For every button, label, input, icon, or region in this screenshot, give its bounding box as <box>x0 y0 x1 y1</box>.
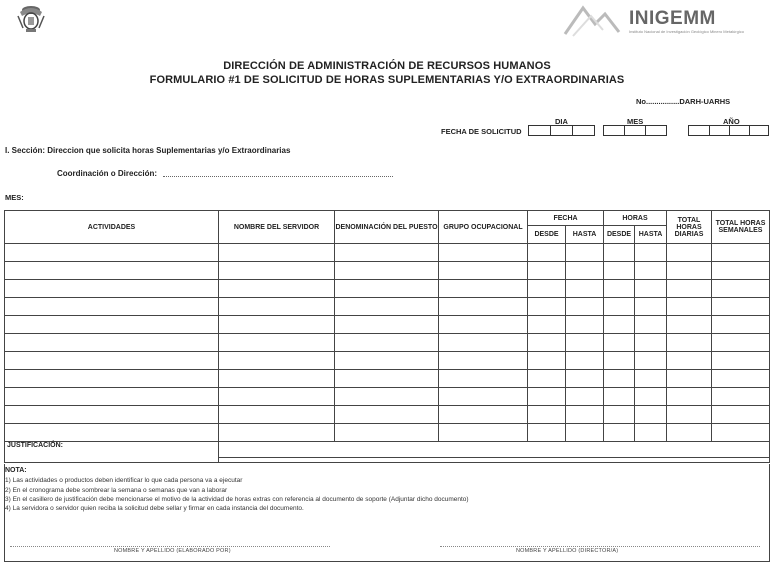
table-cell[interactable] <box>439 406 528 424</box>
table-cell[interactable] <box>604 352 635 370</box>
table-cell[interactable] <box>5 370 219 388</box>
table-cell[interactable] <box>528 406 566 424</box>
table-cell[interactable] <box>335 370 439 388</box>
table-cell[interactable] <box>528 334 566 352</box>
table-cell[interactable] <box>5 424 219 442</box>
table-row <box>5 424 770 442</box>
table-cell[interactable] <box>219 298 335 316</box>
table-cell[interactable] <box>5 280 219 298</box>
table-cell[interactable] <box>604 244 635 262</box>
table-cell[interactable] <box>712 352 770 370</box>
table-cell[interactable] <box>566 262 604 280</box>
table-cell[interactable] <box>219 388 335 406</box>
table-cell[interactable] <box>219 334 335 352</box>
table-cell[interactable] <box>439 244 528 262</box>
signature-line-left <box>10 546 330 547</box>
table-cell[interactable] <box>667 280 712 298</box>
table-row <box>5 406 770 424</box>
table-cell[interactable] <box>635 352 667 370</box>
table-row <box>5 334 770 352</box>
table-cell[interactable] <box>635 280 667 298</box>
table-row <box>5 298 770 316</box>
table-cell[interactable] <box>635 298 667 316</box>
notes-heading: NOTA: <box>5 467 27 474</box>
table-cell[interactable] <box>335 334 439 352</box>
table-cell[interactable] <box>566 352 604 370</box>
table-cell[interactable] <box>604 424 635 442</box>
table-row <box>5 352 770 370</box>
header-total-daily: TOTAL HORAS DIARIAS <box>667 211 712 244</box>
coordination-label: Coordinación o Dirección: <box>57 169 158 178</box>
table-cell[interactable] <box>712 316 770 334</box>
month-field-label: MES: <box>5 193 24 202</box>
table-cell[interactable] <box>219 424 335 442</box>
table-cell[interactable] <box>667 370 712 388</box>
header-group: GRUPO OCUPACIONAL <box>439 211 528 244</box>
table-cell[interactable] <box>712 298 770 316</box>
table-cell[interactable] <box>566 244 604 262</box>
table-row <box>5 280 770 298</box>
document-number: No................DARH-UARHS <box>636 97 731 106</box>
table-cell[interactable] <box>335 316 439 334</box>
table-cell[interactable] <box>439 334 528 352</box>
table-cell[interactable] <box>667 424 712 442</box>
table-cell[interactable] <box>635 406 667 424</box>
justification-field[interactable] <box>219 442 770 463</box>
table-cell[interactable] <box>667 244 712 262</box>
table-cell[interactable] <box>219 316 335 334</box>
table-row <box>5 370 770 388</box>
header-hours-to: HASTA <box>635 226 667 244</box>
table-cell[interactable] <box>566 370 604 388</box>
table-cell[interactable] <box>5 244 219 262</box>
table-cell[interactable] <box>5 298 219 316</box>
table-cell[interactable] <box>439 280 528 298</box>
header-total-weekly: TOTAL HORAS SEMANALES <box>712 211 770 244</box>
table-cell[interactable] <box>667 316 712 334</box>
table-cell[interactable] <box>5 388 219 406</box>
table-cell[interactable] <box>635 424 667 442</box>
table-cell[interactable] <box>667 352 712 370</box>
signature-right-label: NOMBRE Y APELLIDO (DIRECTOR/A) <box>516 548 619 554</box>
table-cell[interactable] <box>604 316 635 334</box>
table-cell[interactable] <box>635 316 667 334</box>
table-cell[interactable] <box>712 262 770 280</box>
table-cell[interactable] <box>335 388 439 406</box>
signature-left-label: NOMBRE Y APELLIDO (ELABORADO POR) <box>114 548 231 554</box>
justification-label: JUSTIFICACIÓN: <box>5 442 219 463</box>
table-cell[interactable] <box>528 262 566 280</box>
table-cell[interactable] <box>635 388 667 406</box>
table-cell[interactable] <box>712 244 770 262</box>
table-cell[interactable] <box>439 352 528 370</box>
table-cell[interactable] <box>604 262 635 280</box>
inigemm-logo <box>563 2 748 42</box>
request-date-label: FECHA DE SOLICITUD <box>441 127 522 136</box>
table-cell[interactable] <box>528 388 566 406</box>
logo-subtitle: Instituto Nacional de Investigación Geológico Minero Metalúrgico <box>629 29 744 34</box>
day-field[interactable] <box>528 125 595 136</box>
table-cell[interactable] <box>604 298 635 316</box>
table-cell[interactable] <box>635 244 667 262</box>
table-cell[interactable] <box>219 280 335 298</box>
table-cell[interactable] <box>5 406 219 424</box>
table-cell[interactable] <box>667 298 712 316</box>
header-date: FECHA <box>528 211 604 226</box>
table-cell[interactable] <box>635 262 667 280</box>
table-cell[interactable] <box>335 352 439 370</box>
header-date-to: HASTA <box>566 226 604 244</box>
header-activities: ACTIVIDADES <box>5 211 219 244</box>
table-cell[interactable] <box>219 406 335 424</box>
table-cell[interactable] <box>439 298 528 316</box>
header-hours-from: DESDE <box>604 226 635 244</box>
table-cell[interactable] <box>712 334 770 352</box>
table-cell[interactable] <box>219 352 335 370</box>
note-item: 3) En el casillero de justificación debe mencionarse el motivo de la actividad de horas extras con referencia al documento de soporte (Adjuntar dicho documento) <box>5 496 469 503</box>
header-date-from: DESDE <box>528 226 566 244</box>
table-cell[interactable] <box>439 370 528 388</box>
table-cell[interactable] <box>528 316 566 334</box>
table-cell[interactable] <box>528 370 566 388</box>
note-item: 2) En el cronograma debe sombrear la semana o semanas que van a laborar <box>5 487 228 494</box>
header-server-name: NOMBRE DEL SERVIDOR <box>219 211 335 244</box>
table-cell[interactable] <box>335 262 439 280</box>
table-row <box>5 388 770 406</box>
table-row <box>5 262 770 280</box>
page-title: DIRECCIÓN DE ADMINISTRACIÓN DE RECURSOS HUMANOS <box>223 60 551 72</box>
activities-table <box>4 210 770 463</box>
table-row <box>5 316 770 334</box>
table-cell[interactable] <box>566 280 604 298</box>
table-cell[interactable] <box>604 280 635 298</box>
table-cell[interactable] <box>712 388 770 406</box>
table-cell[interactable] <box>335 406 439 424</box>
table-cell[interactable] <box>335 424 439 442</box>
table-cell[interactable] <box>439 262 528 280</box>
table-cell[interactable] <box>604 334 635 352</box>
day-label: DIA <box>555 117 568 126</box>
table-cell[interactable] <box>604 406 635 424</box>
note-item: 4) La servidora o servidor quien reciba la solicitud debe sellar y firmar en cada instancia del documento. <box>5 505 304 512</box>
header-position: DENOMINACIÓN DEL PUESTO <box>335 211 439 244</box>
coat-of-arms-icon <box>14 2 48 34</box>
table-cell[interactable] <box>5 352 219 370</box>
table-cell[interactable] <box>712 406 770 424</box>
table-cell[interactable] <box>566 316 604 334</box>
coordination-field[interactable] <box>163 176 393 177</box>
table-cell[interactable] <box>712 424 770 442</box>
table-cell[interactable] <box>5 262 219 280</box>
table-cell[interactable] <box>439 388 528 406</box>
month-field[interactable] <box>603 125 667 136</box>
logo-text: INIGEMM <box>629 8 716 29</box>
table-cell[interactable] <box>667 334 712 352</box>
table-cell[interactable] <box>566 298 604 316</box>
table-cell[interactable] <box>566 388 604 406</box>
note-item: 1) Las actividades o productos deben identificar lo que cada persona va a ejecutar <box>5 477 243 484</box>
table-cell[interactable] <box>219 244 335 262</box>
year-field[interactable] <box>688 125 769 136</box>
table-cell[interactable] <box>667 406 712 424</box>
table-cell[interactable] <box>528 424 566 442</box>
header-hours: HORAS <box>604 211 667 226</box>
table-cell[interactable] <box>335 244 439 262</box>
table-cell[interactable] <box>604 388 635 406</box>
table-cell[interactable] <box>566 334 604 352</box>
month-label: MES <box>627 117 644 126</box>
table-cell[interactable] <box>219 262 335 280</box>
table-cell[interactable] <box>528 352 566 370</box>
table-cell[interactable] <box>439 424 528 442</box>
table-cell[interactable] <box>667 262 712 280</box>
table-cell[interactable] <box>566 424 604 442</box>
table-row <box>5 244 770 262</box>
year-label: AÑO <box>723 117 740 126</box>
table-cell[interactable] <box>667 388 712 406</box>
section-heading: I. Sección: Direccion que solicita horas Suplementarias y/o Extraordinarias <box>5 146 291 155</box>
table-cell[interactable] <box>528 280 566 298</box>
table-cell[interactable] <box>528 244 566 262</box>
table-cell[interactable] <box>635 370 667 388</box>
table-cell[interactable] <box>528 298 566 316</box>
table-cell[interactable] <box>335 280 439 298</box>
table-cell[interactable] <box>712 280 770 298</box>
table-cell[interactable] <box>5 316 219 334</box>
table-cell[interactable] <box>219 370 335 388</box>
signature-line-right <box>440 546 760 547</box>
table-cell[interactable] <box>635 334 667 352</box>
table-cell[interactable] <box>335 298 439 316</box>
table-cell[interactable] <box>604 370 635 388</box>
table-cell[interactable] <box>566 406 604 424</box>
table-cell[interactable] <box>5 334 219 352</box>
table-cell[interactable] <box>439 316 528 334</box>
table-cell[interactable] <box>712 370 770 388</box>
form-title: FORMULARIO #1 DE SOLICITUD DE HORAS SUPLEMENTARIAS Y/O EXTRAORDINARIAS <box>149 74 625 86</box>
